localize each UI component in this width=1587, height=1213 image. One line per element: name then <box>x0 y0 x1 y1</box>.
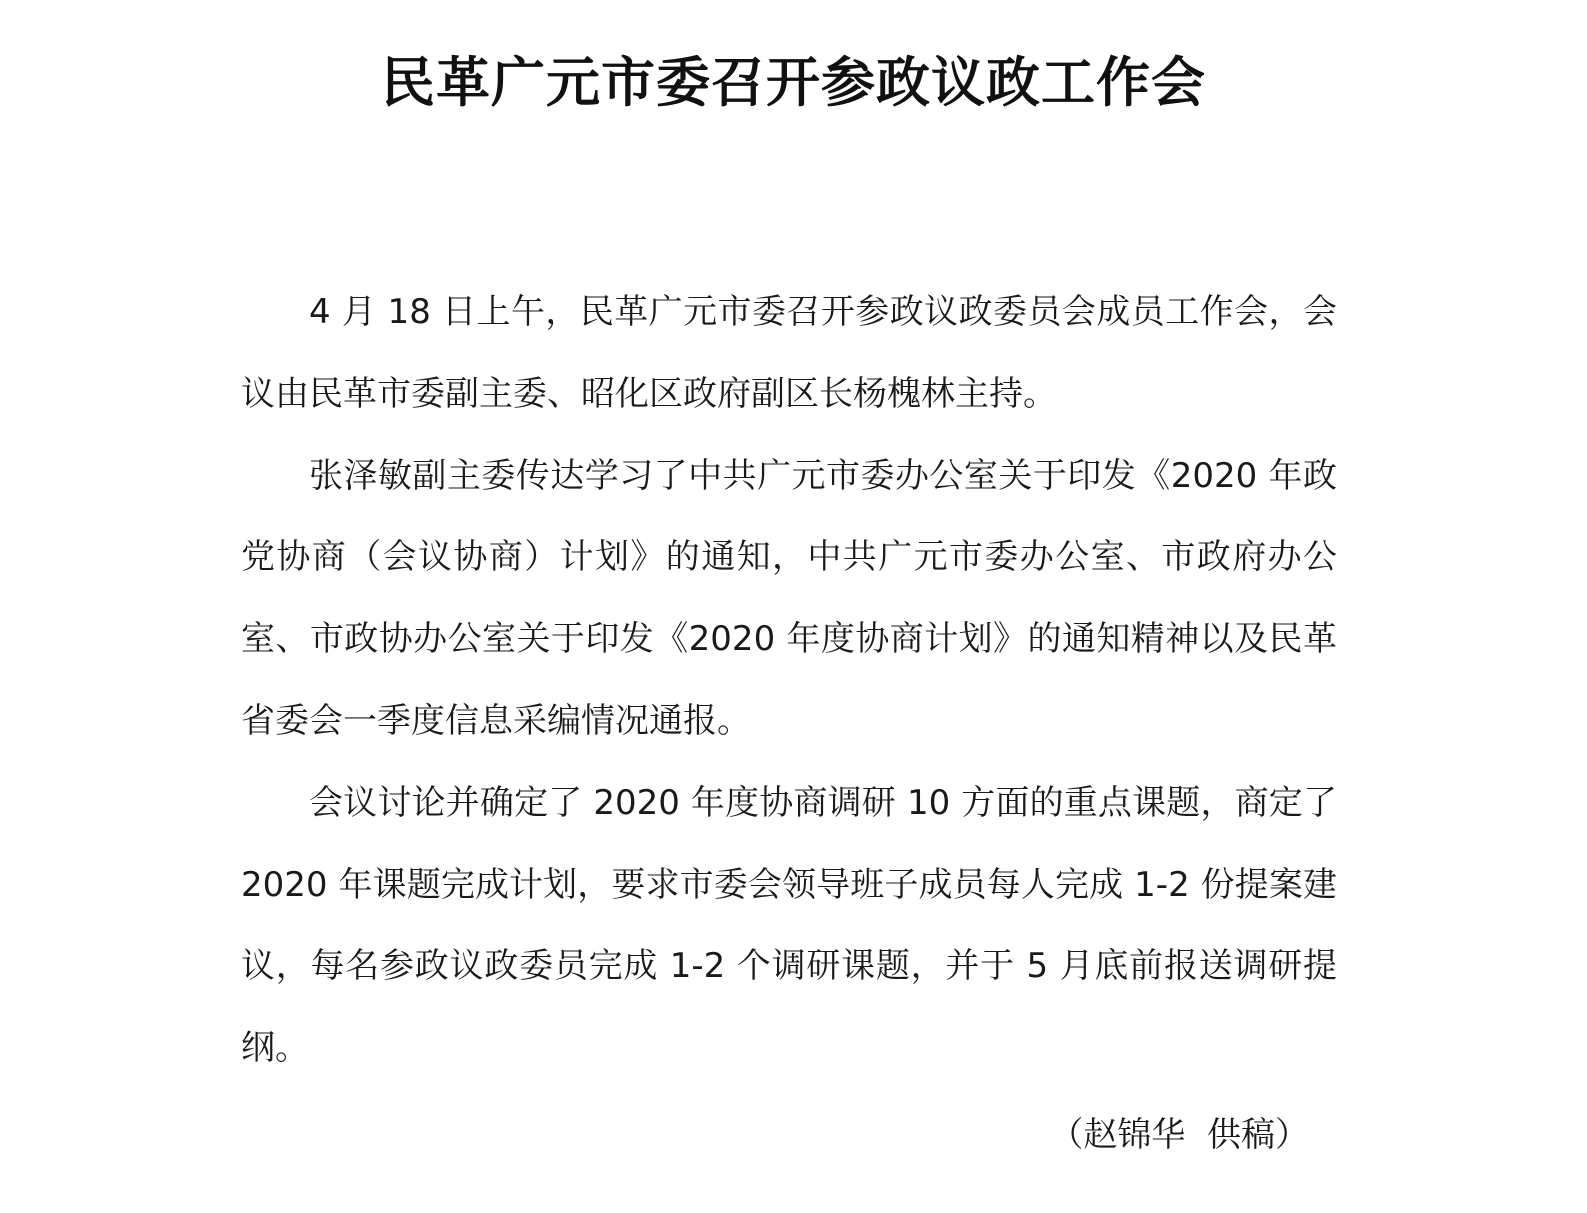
paragraph-study-notices: 张泽敏副主委传达学习了中共广元市委办公室关于印发《2020 年政党协商（会议协商）计划》的通知，中共广元市委办公室、市政府办公室、市政协办公室关于印发《2020 年度协商计划》的通知精神以及民革省委会一季度信息采编情况通报。 <box>241 455 1337 741</box>
document-title: 民革广元市委召开参政议政工作会 <box>381 50 1206 115</box>
document-body <box>241 272 1337 1090</box>
paragraph-meeting-intro: 4 月 18 日上午，民革广元市委召开参政议政委员会成员工作会，会议由民革市委副主委、昭化区政府副区长杨槐林主持。 <box>241 292 1337 414</box>
author-signature: （赵锦华 供稿） <box>1049 1115 1309 1155</box>
paragraph-research-plan: 会议讨论并确定了 2020 年度协商调研 10 方面的重点课题，商定了 2020 年课题完成计划，要求市委会领导班子成员每人完成 1-2 份提案建议，每名参政议政委员完成 1-2 个调研课题，并于 5 月底前报送调研提纲。 <box>241 782 1337 1069</box>
